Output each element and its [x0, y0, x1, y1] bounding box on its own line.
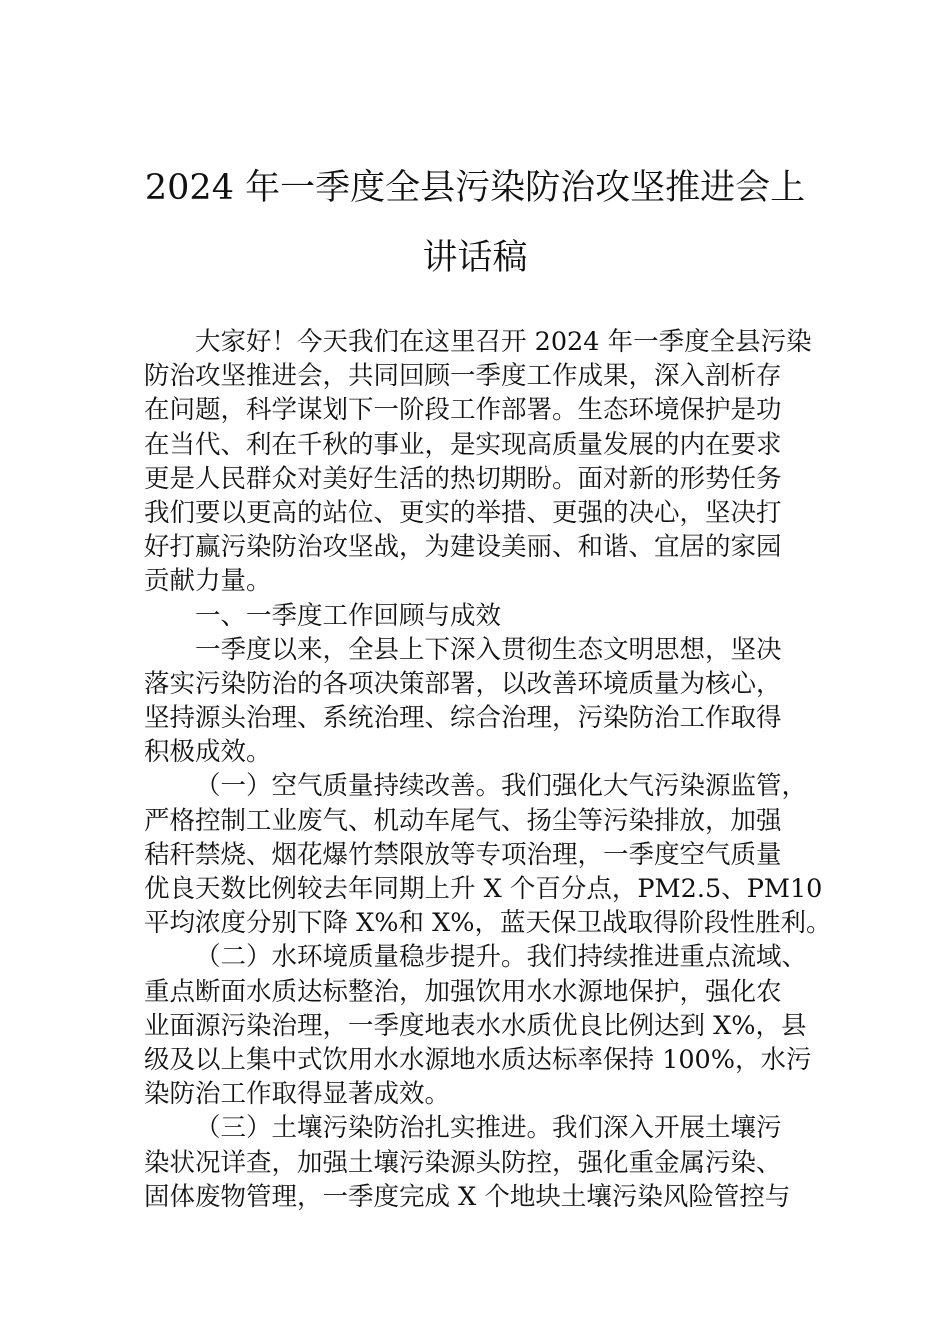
body-line: 好打赢污染防治攻坚战，为建设美丽、和谐、宜居的家园 — [144, 532, 782, 563]
body-line: 大家好！今天我们在这里召开 2024 年一季度全县污染 — [195, 327, 812, 357]
body-line: 在当代、利在千秋的事业，是实现高质量发展的内在要求 — [144, 429, 782, 460]
body-line: 染状况详查，加强土壤污染源头防控，强化重金属污染、 — [144, 1147, 782, 1178]
body-line: 业面源污染治理，一季度地表水水质优良比例达到 X%，县 — [144, 1010, 807, 1041]
document-title-line-2: 讲话稿 — [422, 238, 528, 278]
body-line: 级及以上集中式饮用水水源地水质达标率保持 100%，水污 — [144, 1044, 812, 1075]
body-line: 固体废物管理，一季度完成 X 个地块土壤污染风险管控与 — [144, 1181, 791, 1212]
section-heading: 一、一季度工作回顾与成效 — [195, 600, 502, 631]
body-line: 坚持源头治理、系统治理、综合治理，污染防治工作取得 — [144, 703, 782, 734]
body-line: 落实污染防治的各项决策部署，以改善环境质量为核心， — [144, 668, 782, 699]
body-line: 平均浓度分别下降 X%和 X%，蓝天保卫战取得阶段性胜利。 — [144, 908, 832, 939]
subsection-line: （一）空气质量持续改善。我们强化大气污染源监管， — [195, 771, 808, 802]
subsection-line: （二）水环境质量稳步提升。我们持续推进重点流域、 — [195, 942, 808, 973]
body-line: 秸秆禁烧、烟花爆竹禁限放等专项治理，一季度空气质量 — [144, 839, 782, 870]
body-line: 一季度以来，全县上下深入贯彻生态文明思想，坚决 — [195, 634, 782, 665]
subsection-line: （三）土壤污染防治扎实推进。我们深入开展土壤污 — [195, 1113, 782, 1144]
body-line: 在问题，科学谋划下一阶段工作部署。生态环境保护是功 — [144, 395, 782, 426]
body-line: 防治攻坚推进会，共同回顾一季度工作成果，深入剖析存 — [144, 361, 782, 392]
document-title-line-1: 2024 年一季度全县污染防治攻坚推进会上 — [144, 168, 806, 208]
body-line: 贡献力量。 — [144, 566, 272, 597]
body-line: 更是人民群众对美好生活的热切期盼。面对新的形势任务 — [144, 463, 782, 494]
body-line: 重点断面水质达标整治，加强饮用水水源地保护，强化农 — [144, 976, 782, 1007]
body-line: 积极成效。 — [144, 737, 272, 768]
document-body — [144, 325, 832, 1214]
body-line: 染防治工作取得显著成效。 — [144, 1079, 451, 1110]
body-line: 优良天数比例较去年同期上升 X 个百分点，PM2.5、PM10 — [144, 874, 823, 904]
body-line: 我们要以更高的站位、更实的举措、更强的决心，坚决打 — [144, 497, 782, 528]
body-line: 严格控制工业废气、机动车尾气、扬尘等污染排放，加强 — [144, 805, 782, 836]
